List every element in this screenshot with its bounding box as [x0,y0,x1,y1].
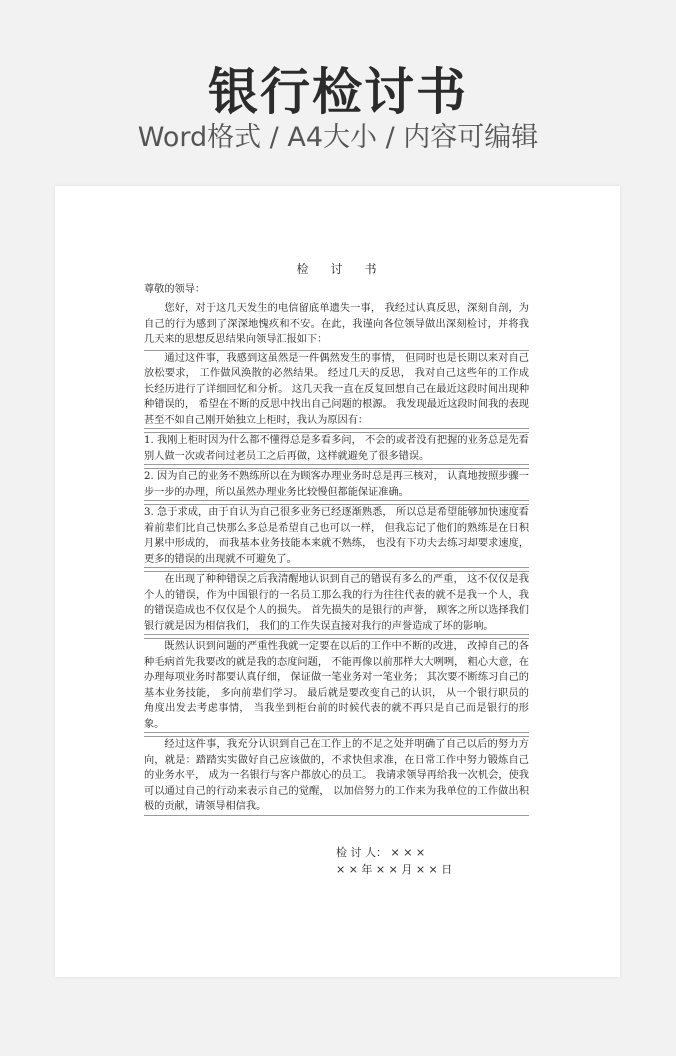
reason-item-3: 3. 急于求成，由于自认为自己很多业务已经逐渐熟悉， 所以总是希望能够加快速度看着前辈们比自己快那么多总是希望自己也可以一样， 但我忘记了他们的熟练是在日积月累中形成的， 而我基本业务技能本来就不熟练， 也没有下功夫去练习却要求速度，更多的错误的出现就不可避免了。 [144,504,529,568]
document-title: 检讨书 [296,262,399,276]
signature-date: × × 年 × × 月 × × 日 [336,863,453,876]
reason-item-2: 2. 因为自己的业务不熟练所以在为顾客办理业务时总是再三核对， 认真地按照步骤一步一步的办理，所以虽然办理业务比较慢但都能保证准确。 [144,468,529,501]
document-page [55,186,620,977]
paragraph-intro: 您好，对于这几天发生的电信留底单遗失一事， 我经过认真反思，深刻自剖，为自己的行为感到了深深地愧疚和不安。在此，我谨向各位领导做出深刻检讨，并将我几天来的思想反思结果向领导汇报如下： [144,303,529,345]
signature-block [336,844,536,878]
paragraph-improvement: 既然认识到问题的严重性我就一定要在以后的工作中不断的改进， 改掉自己的各种毛病首先我要改的就是我的态度问题， 不能再像以前那样大大咧咧， 粗心大意，在办理每项业务时都要认真仔细， 保证做一笔业务对一笔业务； 其次要不断练习自己的基本业务技能， 多向前辈们学习。 最后就是要改变自己的认识， 从一个银行职员的角度出发去考虑事情， 当我坐到柜台前的时候代表的就不再只是自己而是银行的形象。 [144,638,529,733]
paragraph-reflection: 通过这件事，我感到这虽然是一件偶然发生的事情， 但同时也是长期以来对自己放松要求， 工作做风涣散的必然结果。 经过几天的反思， 我对自己这些年的工作成长经历进行了详细回忆和分析。 这几天我一直在反复回想自己在最近这段时间出现种种错误的， 希望在不断的反思中找出自己问题的根源。 我发现最近这段时间我的表现甚至不如自己刚开始独立上柜时，我认为原因有： [144,350,529,430]
paragraph-conclusion: 经过这件事，我充分认识到自己在工作上的不足之处并明确了自己以后的努力方向，就是：踏踏实实做好自己应该做的，不求快但求准，在日常工作中努力锻炼自己的业务水平， 成为一名银行与客户都放心的员工。 我请求领导再给我一次机会，使我可以通过自己的行动来表示自己的觉醒， 以加倍努力的工作来为我单位的工作做出积极的贡献，请领导相信我。 [144,736,529,816]
reason-item-1: 1. 我刚上柜时因为什么都不懂得总是多看多问， 不会的或者没有把握的业务总是先看别人做一次或者问过老员工之后再做，这样就避免了很多错误。 [144,432,529,465]
banner-title: 银行检讨书 [208,63,468,121]
banner-subtitle: Word格式 / A4大小 / 内容可编辑 [137,122,539,153]
document-body [144,262,529,819]
salutation: 尊敬的领导： [144,283,206,295]
signature-name: 检 讨 人： × × × [336,846,426,859]
paragraph-consequence: 在出现了种种错误之后我清醒地认识到自己的错误有多么的严重， 这不仅仅是我个人的错误，作为中国银行的一名员工那么我的行为往往代表的就不是我一个人，我的错误造成也不仅仅是个人的损失。 首先损失的是银行的声誉， 顾客之所以选择我们银行就是因为相信我们， 我们的工作失误直接对我行的声誉造成了坏的影响。 [144,571,529,635]
